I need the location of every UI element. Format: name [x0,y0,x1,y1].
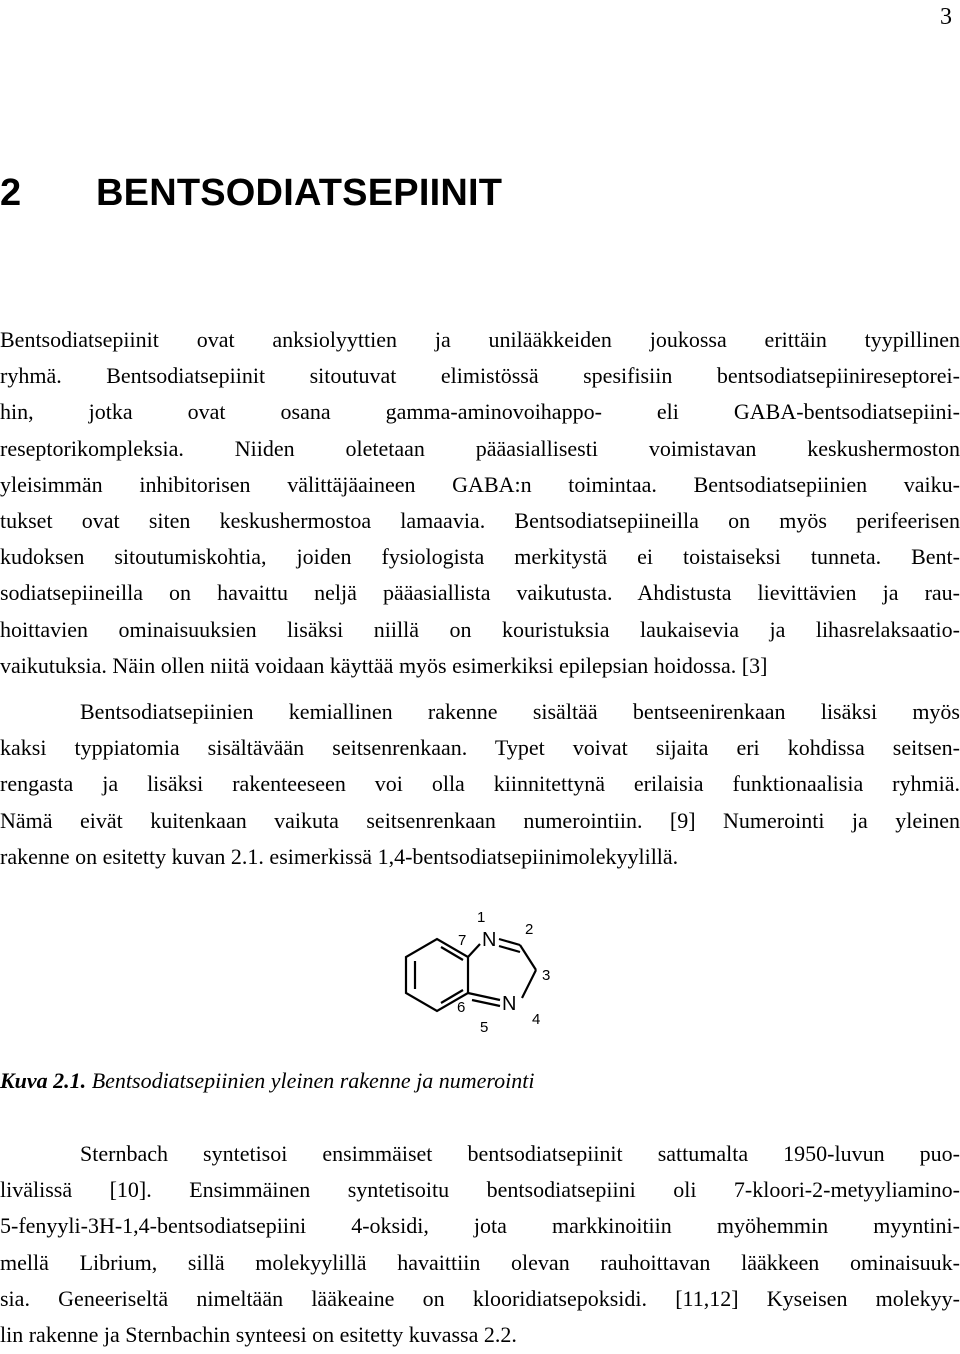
text-line: hin, jotka ovat osana gamma-aminovoihappo- eli GABA-bentsodiatsepiini- [0,399,960,425]
text-line: yleisimmän inhibitorisen välittäjäaineen GABA:n toimintaa. Bentsodiatsepiinien vaiku- [0,471,960,497]
text-line: ryhmä. Bentsodiatsepiinit sitoutuvat elimistössä spesifisiin bentsodiatsepiinireseptorei- [0,363,960,389]
position-7-label: 7 [458,932,467,949]
nitrogen-atom-4: N [502,993,517,1015]
position-3-label: 3 [542,967,551,984]
text-line: vaikutuksia. Näin ollen niitä voidaan käyttää myös esimerkiksi epilepsian hoidossa. [3] [0,652,768,678]
page-number: 3 [940,4,952,30]
position-2-label: 2 [525,921,534,938]
text-line: sodiatsepiineilla on havaittu neljä pääasiallista vaikutusta. Ahdistusta lievittävien ja rau- [0,580,960,606]
caption-text: Bentsodiatsepiinien yleinen rakenne ja numerointi [86,1068,535,1093]
text-line: hoittavien ominaisuuksien lisäksi niillä on kouristuksia laukaisevia ja lihasrelaksaatio- [0,616,960,642]
paragraph-1 [0,322,960,684]
position-5-label: 5 [480,1019,489,1036]
text-line: kaksi typpiatomia sisältävään seitsenrenkaan. Typet voivat sijaita eri kohdissa seitsen- [0,735,960,761]
paragraph-3 [0,1136,960,1353]
text-line: rakenne on esitetty kuvan 2.1. esimerkissä 1,4-bentsodiatsepiinimolekyylillä. [0,843,679,869]
chapter-heading [0,172,502,215]
chapter-number: 2 [0,172,22,214]
text-line: reseptorikompleksia. Niiden oletetaan pääasiallisesti voimistavan keskushermoston [0,435,960,461]
text-line: sia. Geneeriseltä nimeltään lääkeaine on klooridiatsepoksidi. [11,12] Kyseisen molekyy- [0,1285,960,1311]
benzodiazepine-structure-figure [390,900,590,1050]
text-line: rengasta ja lisäksi rakenteeseen voi olla kiinnitettynä erilaisia funktionaalisia ryhmiä. [0,771,960,797]
figure-caption [0,1068,534,1094]
position-1-label: 1 [477,909,486,926]
chapter-title: BENTSODIATSEPIINIT [96,172,503,214]
text-line: lin rakenne ja Sternbachin synteesi on esitetty kuvassa 2.2. [0,1322,517,1348]
paragraph-2 [0,694,960,875]
text-line: kudoksen sitoutumiskohtia, joiden fysiologista merkitystä ei toistaiseksi tunneta. Bent- [0,544,960,570]
text-line: mellä Librium, sillä molekyylillä havaittiin olevan rauhoittavan lääkkeen ominaisuuk- [0,1249,960,1275]
text-line: 5-fenyyli-3H-1,4-bentsodiatsepiini 4-oksidi, jota markkinoitiin myöhemmin myyntini- [0,1213,960,1239]
text-line: Nämä eivät kuitenkaan vaikuta seitsenrenkaan numerointiin. [9] Numerointi ja yleinen [0,807,960,833]
text-line: Sternbach syntetisoi ensimmäiset bentsodiatsepiinit sattumalta 1950-luvun puo- [80,1141,960,1166]
nitrogen-atom-1: N [482,929,497,951]
text-line: Bentsodiatsepiinien kemiallinen rakenne sisältää bentseenirenkaan lisäksi myös [80,699,960,724]
caption-label: Kuva 2.1. [0,1068,87,1093]
text-line: tukset ovat siten keskushermostoa lamaavia. Bentsodiatsepiineilla on myös perifeerisen [0,508,960,534]
text-line: livälissä [10]. Ensimmäinen syntetisoitu bentsodiatsepiini oli 7-kloori-2-metyyliamino- [0,1177,960,1203]
position-6-label: 6 [457,999,466,1016]
position-4-label: 4 [532,1011,541,1028]
text-line: Bentsodiatsepiinit ovat anksiolyyttien ja unilääkkeiden joukossa erittäin tyypillinen [0,327,960,352]
